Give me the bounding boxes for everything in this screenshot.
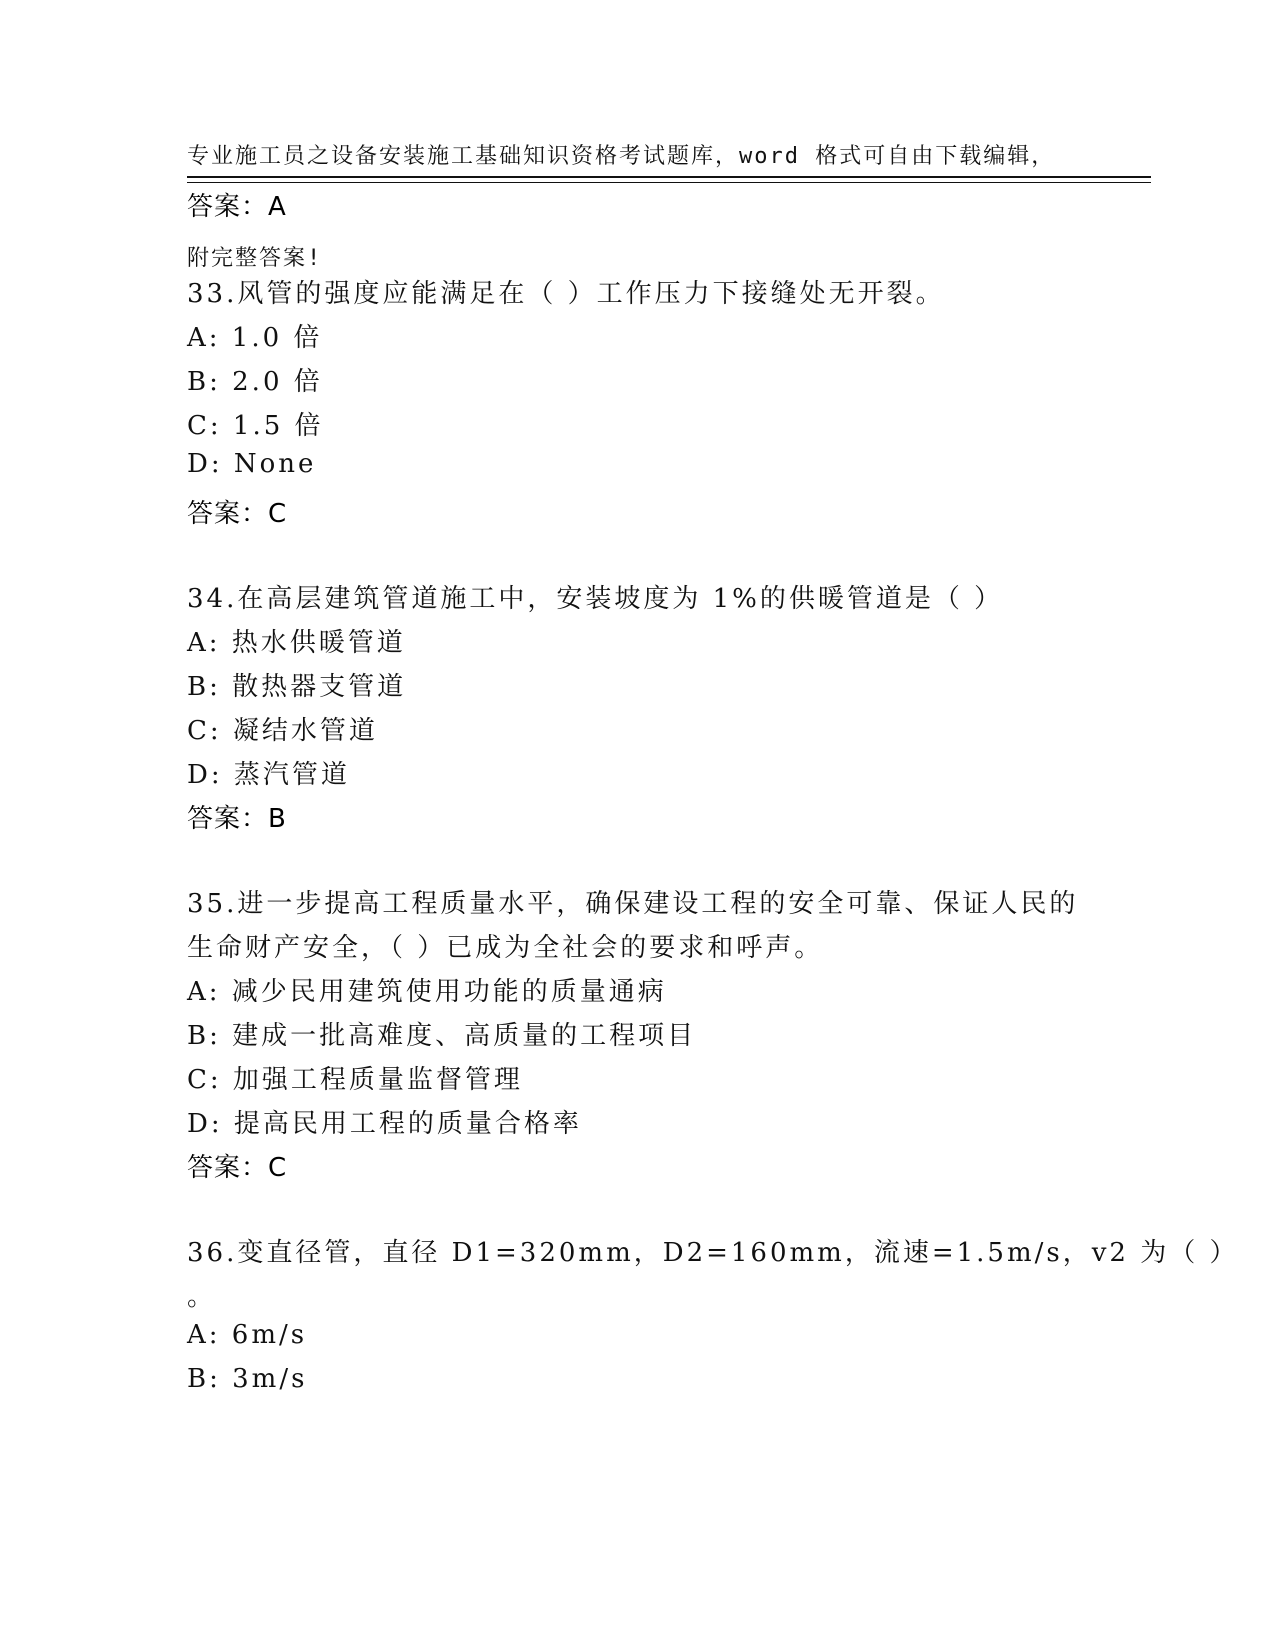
question-33-option-a: A: 1.0 倍	[187, 323, 323, 353]
question-34-option-d: D: 蒸汽管道	[187, 760, 350, 790]
question-33-option-b: B: 2.0 倍	[187, 367, 323, 397]
previous-answer: 答案：A	[187, 192, 287, 222]
question-36-option-a: A: 6m/s	[187, 1320, 308, 1350]
header-line-1: 专业施工员之设备安装施工基础知识资格考试题库，word 格式可自由下载编辑，	[187, 144, 1056, 169]
question-34-option-a: A: 热水供暖管道	[187, 628, 406, 658]
question-36-stem-line-1: 36.变直径管，直径 D1=320mm，D2=160mm，流速=1.5m/s，v2 为（ ）	[187, 1238, 1239, 1268]
header-divider-thin	[187, 182, 1151, 183]
question-33-stem: 33.风管的强度应能满足在（ ）工作压力下接缝处无开裂。	[187, 279, 945, 309]
question-33-option-c: C: 1.5 倍	[187, 411, 324, 441]
question-34-option-c: C: 凝结水管道	[187, 716, 378, 746]
question-34-stem: 34.在高层建筑管道施工中，安装坡度为 1%的供暖管道是（ ）	[187, 584, 1004, 614]
question-35-option-b: B: 建成一批高难度、高质量的工程项目	[187, 1021, 697, 1051]
question-35-answer: 答案：C	[187, 1153, 288, 1183]
header-divider-thick	[187, 176, 1151, 178]
question-35-option-c: C: 加强工程质量监督管理	[187, 1065, 523, 1095]
question-36-stem-line-2: 。	[187, 1282, 217, 1312]
question-33-answer: 答案：C	[187, 499, 288, 529]
question-35-option-d: D: 提高民用工程的质量合格率	[187, 1109, 582, 1139]
question-36-option-b: B: 3m/s	[187, 1364, 308, 1394]
question-35-stem-line-1: 35.进一步提高工程质量水平，确保建设工程的安全可靠、保证人民的	[187, 889, 1079, 919]
question-35-stem-line-2: 生命财产安全，（ ）已成为全社会的要求和呼声。	[187, 933, 824, 963]
question-35-option-a: A: 减少民用建筑使用功能的质量通病	[187, 977, 667, 1007]
question-33-option-d: D: None	[187, 449, 317, 479]
header-line-2: 附完整答案!	[187, 246, 323, 271]
question-34-answer: 答案：B	[187, 804, 287, 834]
question-34-option-b: B: 散热器支管道	[187, 672, 407, 702]
